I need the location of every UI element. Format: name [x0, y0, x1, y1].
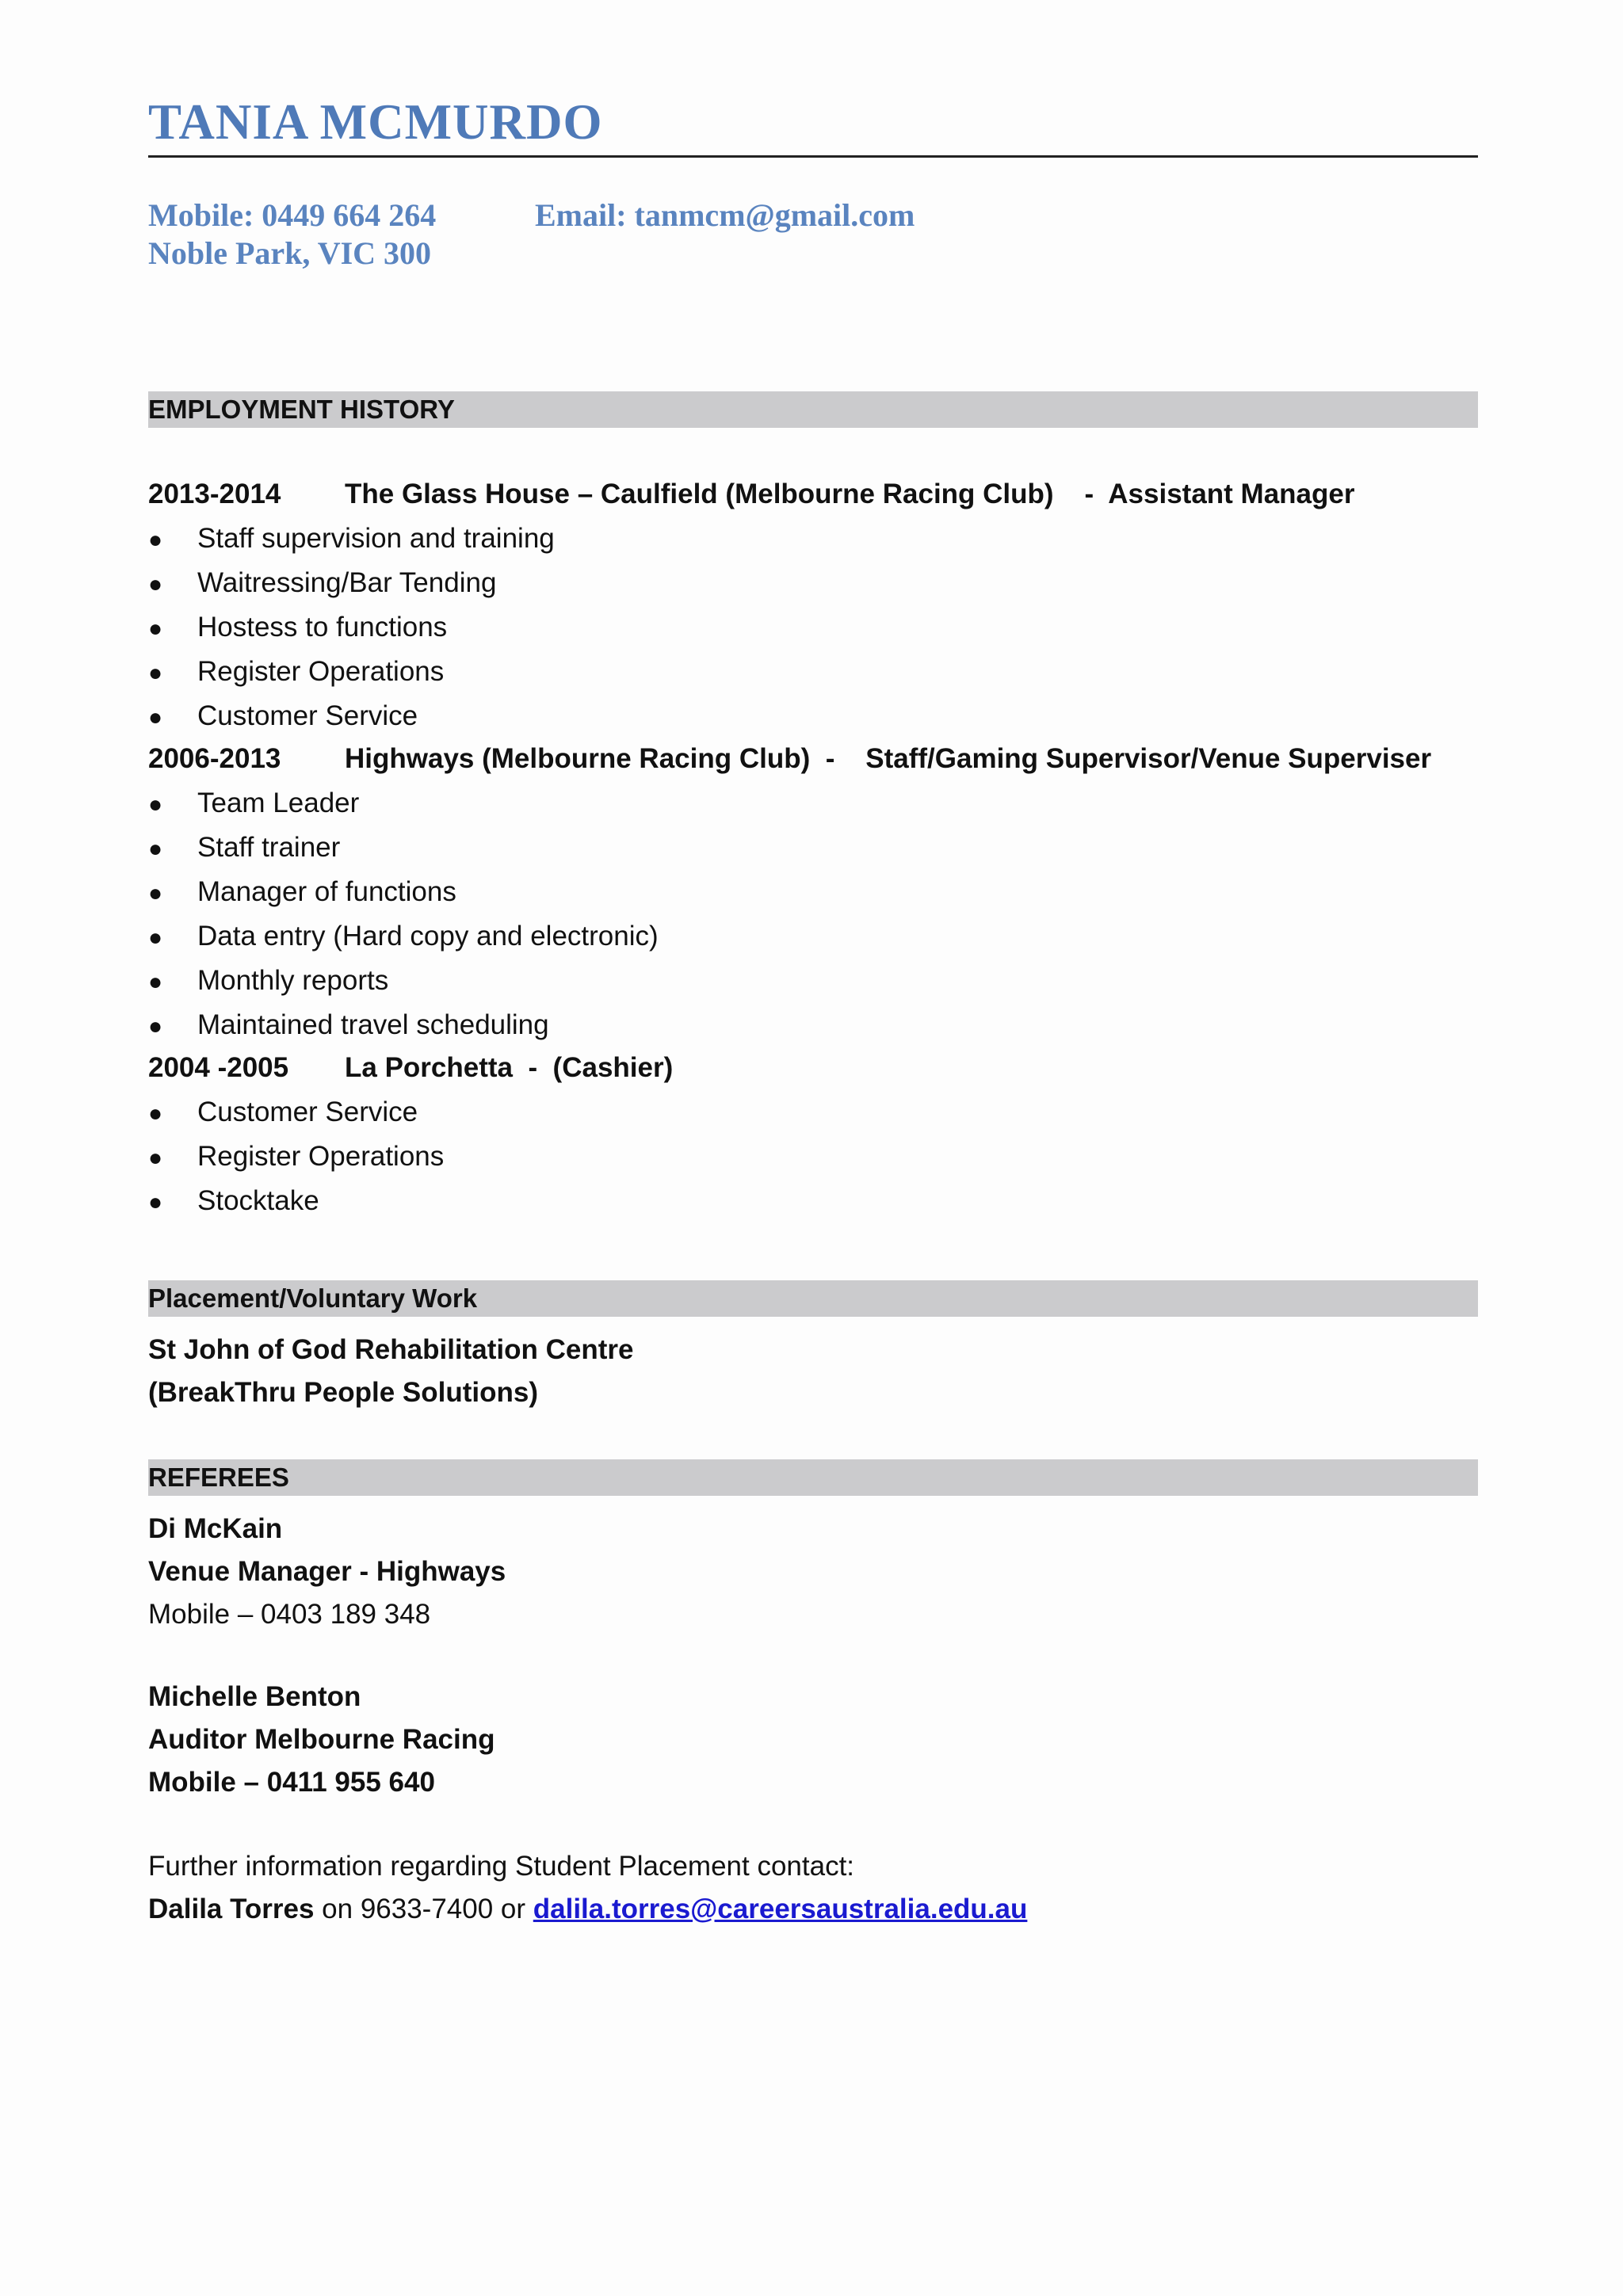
list-item: [148, 699, 418, 735]
bullet-icon: ●: [148, 1145, 163, 1171]
bullet-icon: ●: [148, 1013, 163, 1039]
referee-phone: Mobile – 0403 189 348: [148, 1599, 431, 1630]
bullet-icon: ●: [148, 704, 163, 730]
duty-text: Stocktake: [197, 1185, 319, 1216]
contact-phone-text: on 9633-7400 or: [314, 1894, 533, 1924]
contact-email-link[interactable]: dalila.torres@careersaustralia.edu.au: [533, 1894, 1028, 1924]
further-info-text: Further information regarding Student Placement contact:: [148, 1851, 855, 1882]
location: Noble Park, VIC 300: [148, 235, 432, 271]
placement-heading-text: Placement/Voluntary Work: [148, 1283, 478, 1313]
referee-role: Venue Manager - Highways: [148, 1556, 506, 1587]
list-item: [148, 919, 659, 955]
duty-text: Staff supervision and training: [197, 523, 555, 554]
bullet-icon: ●: [148, 925, 163, 951]
placement-heading: [148, 1280, 1478, 1317]
referees-heading: [148, 1459, 1478, 1496]
placement-line-2: (BreakThru People Solutions): [148, 1377, 538, 1408]
header-rule: [148, 155, 1478, 158]
bullet-icon: ●: [148, 880, 163, 906]
job-title: La Porchetta - (Cashier): [345, 1052, 674, 1083]
list-item: [148, 521, 555, 558]
referee-name: Di McKain: [148, 1513, 283, 1544]
bullet-icon: ●: [148, 527, 163, 553]
email-address: Email: tanmcm@gmail.com: [535, 197, 915, 233]
list-item: [148, 610, 447, 646]
duty-text: Register Operations: [197, 1141, 445, 1172]
referee-name: Michelle Benton: [148, 1681, 361, 1712]
bullet-icon: ●: [148, 660, 163, 686]
candidate-name: TANIA MCMURDO: [148, 94, 603, 150]
employment-heading-text: EMPLOYMENT HISTORY: [148, 395, 455, 424]
list-item: [148, 786, 359, 822]
duty-text: Register Operations: [197, 656, 445, 687]
contact-name: Dalila Torres: [148, 1894, 315, 1924]
bullet-icon: ●: [148, 791, 163, 818]
job-title: The Glass House – Caulfield (Melbourne Racing Club) - Assistant Manager: [345, 479, 1355, 509]
list-item: [148, 654, 444, 691]
job-title: Highways (Melbourne Racing Club) - Staff/Gaming Supervisor/Venue Superviser: [345, 743, 1432, 774]
job-row: [148, 477, 1354, 512]
employment-heading: [148, 391, 1478, 428]
referee-phone: Mobile – 0411 955 640: [148, 1767, 435, 1798]
list-item: [148, 830, 340, 867]
duty-text: Monthly reports: [197, 965, 389, 996]
list-item: [148, 1184, 319, 1220]
duty-text: Team Leader: [197, 788, 360, 818]
list-item: [148, 1008, 549, 1044]
bullet-icon: ●: [148, 836, 163, 862]
duty-text: Hostess to functions: [197, 612, 448, 643]
job-years: 2004 -2005: [148, 1052, 289, 1083]
list-item: [148, 875, 456, 911]
bullet-icon: ●: [148, 969, 163, 995]
placement-line-1: St John of God Rehabilitation Centre: [148, 1334, 634, 1365]
duty-text: Manager of functions: [197, 876, 456, 907]
list-item: [148, 1095, 418, 1131]
list-item: [148, 1139, 444, 1176]
bullet-icon: ●: [148, 1100, 163, 1127]
duty-text: Customer Service: [197, 1097, 418, 1127]
bullet-icon: ●: [148, 571, 163, 597]
list-item: [148, 963, 388, 1000]
job-row: [148, 742, 1431, 776]
duty-text: Waitressing/Bar Tending: [197, 567, 497, 598]
job-years: 2006-2013: [148, 743, 281, 774]
duty-text: Customer Service: [197, 700, 418, 731]
referees-heading-text: REFEREES: [148, 1463, 289, 1492]
job-row: [148, 1051, 673, 1085]
duty-text: Staff trainer: [197, 832, 341, 863]
bullet-icon: ●: [148, 616, 163, 642]
duty-text: Data entry (Hard copy and electronic): [197, 921, 659, 952]
mobile-number: Mobile: 0449 664 264: [148, 197, 437, 233]
list-item: [148, 566, 496, 602]
referee-role: Auditor Melbourne Racing: [148, 1724, 495, 1755]
job-years: 2013-2014: [148, 479, 281, 509]
bullet-icon: ●: [148, 1189, 163, 1215]
placement-contact: [148, 1892, 1027, 1927]
duty-text: Maintained travel scheduling: [197, 1009, 549, 1040]
